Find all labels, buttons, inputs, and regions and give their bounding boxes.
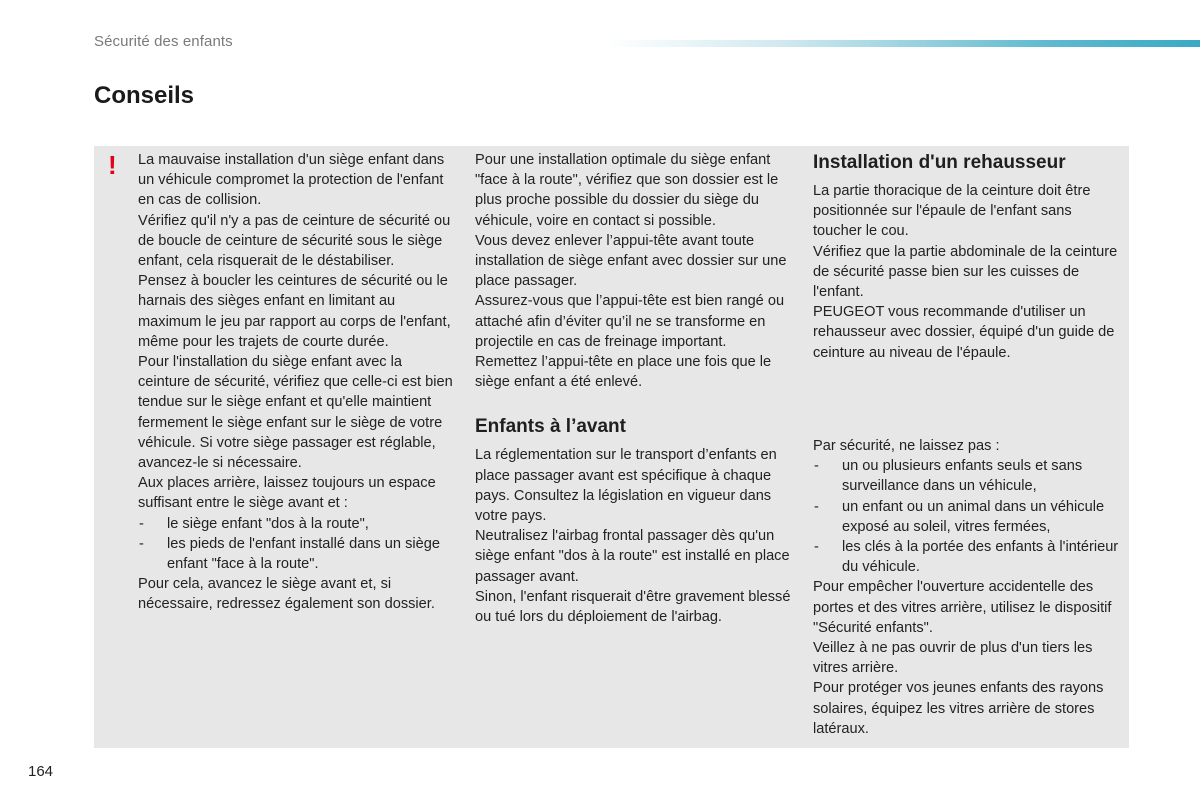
paragraph: Neutralisez l'airbag frontal passager dès qu'un siège enfant "dos à la route" est installé en place passager avant.	[475, 528, 790, 585]
column-booster-seat	[813, 150, 1118, 363]
paragraph: Vérifiez qu'il n'y a pas de ceinture de sécurité ou de boucle de ceinture de sécurité sous le siège enfant, cela risquerait de le déstabiliser.	[138, 212, 451, 270]
list-item	[138, 534, 453, 574]
paragraph: Pour l'installation du siège enfant avec la ceinture de sécurité, vérifiez que celle-ci est bien tendue sur le siège enfant et qu'elle maintient fermement le siège enfant sur le siège de votre véhicule. Si votre siège passager est réglable, avancez-le si nécessaire.	[138, 354, 453, 472]
bullet-dash: -	[814, 458, 819, 475]
paragraph: Veillez à ne pas ouvrir de plus d'un tiers les vitres arrière.	[813, 640, 1093, 677]
bullet-dash: -	[139, 535, 144, 552]
paragraph: Par sécurité, ne laissez pas :	[813, 438, 1000, 454]
section-heading-front-children: Enfants à l’avant	[475, 416, 626, 438]
paragraph: Vérifiez que la partie abdominale de la ceinture de sécurité passe bien sur les cuisses de l'enfant.	[813, 243, 1118, 301]
list-item-text: le siège enfant "dos à la route",	[167, 515, 369, 532]
paragraph: Vous devez enlever l’appui-tête avant toute installation de siège enfant avec dossier sur une place passager.	[475, 232, 787, 290]
bullet-dash: -	[814, 498, 819, 515]
paragraph: Assurez-vous que l’appui-tête est bien rangé ou attaché afin d’éviter qu’il ne se transforme en projectile en cas de freinage important.	[475, 293, 785, 350]
paragraph: Pensez à boucler les ceintures de sécurité ou le harnais des sièges enfant en limitant au maximum le jeu par rapport au corps de l'enfant, même pour les trajets de courte durée.	[138, 273, 451, 350]
list-item	[138, 514, 453, 534]
paragraph: La mauvaise installation d'un siège enfant dans un véhicule compromet la protection de l'enfant en cas de collision.	[138, 152, 445, 209]
paragraph: Sinon, l'enfant risquerait d'être gravement blessé ou tué lors du déploiement de l'airbag.	[475, 588, 791, 626]
paragraph: Pour empêcher l'ouverture accidentelle des portes et des vitres arrière, utilisez le dispositif "Sécurité enfants".	[813, 579, 1112, 636]
paragraph: Pour cela, avancez le siège avant et, si nécessaire, redressez également son dossier.	[138, 576, 435, 613]
list-item	[813, 537, 1123, 577]
list-item-text: un ou plusieurs enfants seuls et sans surveillance dans un véhicule,	[842, 458, 1083, 495]
page-title: Conseils	[94, 82, 195, 109]
paragraph: La partie thoracique de la ceinture doit être positionnée sur l'épaule de l'enfant sans toucher le cou.	[813, 183, 1091, 240]
column-front-seat	[475, 150, 795, 627]
paragraph: La réglementation sur le transport d’enfants en place passager avant est spécifique à chaque pays. Consultez la législation en vigueur dans votre pays.	[475, 447, 777, 525]
column-safety-notes	[813, 436, 1123, 739]
section-title: Sécurité des enfants	[94, 33, 233, 50]
list-item-text: les pieds de l'enfant installé dans un siège enfant "face à la route".	[167, 535, 440, 573]
paragraph: PEUGEOT vous recommande d'utiliser un rehausseur avec dossier, équipé d'un guide de ceinture au niveau de l'épaule.	[813, 304, 1115, 361]
header-accent-bar	[605, 40, 1200, 47]
list-item	[813, 456, 1123, 496]
list-item-text: un enfant ou un animal dans un véhicule exposé au soleil, vitres fermées,	[842, 498, 1105, 535]
list-item-text: les clés à la portée des enfants à l'intérieur du véhicule.	[842, 539, 1119, 576]
column-warnings	[138, 150, 453, 615]
page-number: 164	[28, 763, 54, 780]
bullet-dash: -	[814, 539, 819, 556]
warning-exclamation-icon: !	[108, 150, 117, 180]
paragraph: Pour une installation optimale du siège enfant "face à la route", vérifiez que son dossier est le plus proche possible du dossier du siège du véhicule, voire en contact si possible.	[475, 152, 779, 229]
paragraph: Pour protéger vos jeunes enfants des rayons solaires, équipez les vitres arrière de stores latéraux.	[813, 680, 1104, 737]
list-item	[813, 497, 1123, 537]
section-heading-booster: Installation d'un rehausseur	[813, 152, 1066, 173]
paragraph: Aux places arrière, laissez toujours un espace suffisant entre le siège avant et :	[138, 475, 436, 512]
paragraph: Remettez l’appui-tête en place une fois que le siège enfant a été enlevé.	[475, 354, 772, 391]
bullet-dash: -	[139, 515, 144, 532]
